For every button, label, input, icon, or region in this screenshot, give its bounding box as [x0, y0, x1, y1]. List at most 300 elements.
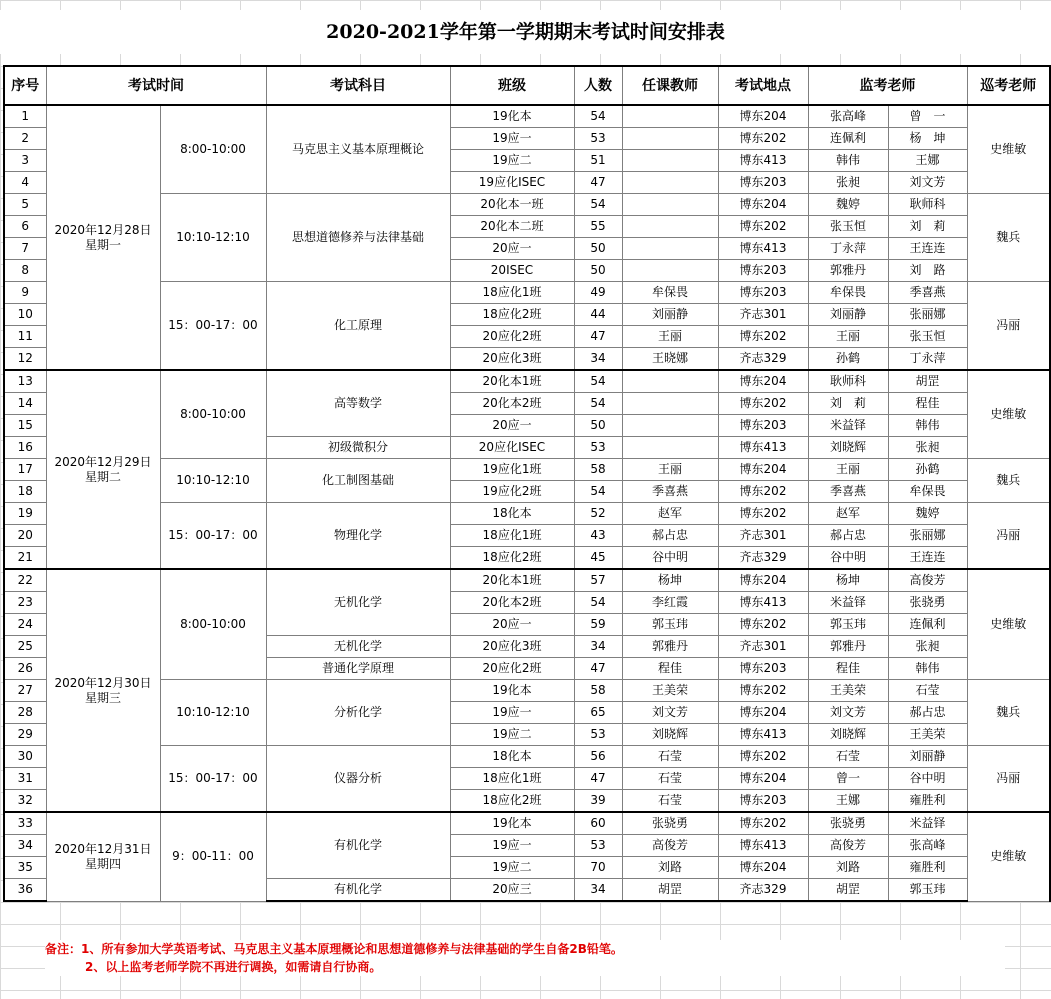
cell-room[interactable]: 博东202: [718, 128, 808, 150]
cell-proctor-2[interactable]: 王娜: [888, 150, 967, 172]
cell-class[interactable]: 19应二: [450, 857, 574, 879]
cell-count[interactable]: 39: [574, 790, 622, 813]
cell-count[interactable]: 47: [574, 172, 622, 194]
cell-seq[interactable]: 33: [4, 812, 46, 835]
cell-count[interactable]: 34: [574, 879, 622, 902]
cell-proctor-2[interactable]: 韩伟: [888, 415, 967, 437]
cell-proctor-1[interactable]: 韩伟: [808, 150, 888, 172]
cell-seq[interactable]: 17: [4, 459, 46, 481]
cell-patrol[interactable]: 史维敏: [967, 812, 1050, 901]
cell-proctor-1[interactable]: 谷中明: [808, 547, 888, 570]
cell-class[interactable]: 19化本: [450, 105, 574, 128]
cell-count[interactable]: 34: [574, 636, 622, 658]
cell-class[interactable]: 20应化ISEC: [450, 437, 574, 459]
cell-teacher[interactable]: 郭玉玮: [622, 614, 718, 636]
cell-exam-time[interactable]: 9：00-11：00: [160, 812, 266, 901]
cell-teacher[interactable]: [622, 260, 718, 282]
cell-teacher[interactable]: 谷中明: [622, 547, 718, 570]
cell-room[interactable]: 齐志329: [718, 879, 808, 902]
cell-subject[interactable]: 思想道德修养与法律基础: [266, 194, 450, 282]
cell-teacher[interactable]: 石莹: [622, 746, 718, 768]
cell-seq[interactable]: 26: [4, 658, 46, 680]
cell-proctor-2[interactable]: 程佳: [888, 393, 967, 415]
cell-proctor-1[interactable]: 王美荣: [808, 680, 888, 702]
cell-teacher[interactable]: 杨坤: [622, 569, 718, 592]
cell-subject[interactable]: 高等数学: [266, 370, 450, 437]
cell-proctor-1[interactable]: 王丽: [808, 326, 888, 348]
cell-seq[interactable]: 28: [4, 702, 46, 724]
cell-seq[interactable]: 10: [4, 304, 46, 326]
cell-proctor-1[interactable]: 程佳: [808, 658, 888, 680]
cell-patrol[interactable]: 史维敏: [967, 105, 1050, 194]
cell-proctor-2[interactable]: 张高峰: [888, 835, 967, 857]
header-subject[interactable]: 考试科目: [266, 66, 450, 105]
cell-count[interactable]: 47: [574, 658, 622, 680]
cell-subject[interactable]: 有机化学: [266, 812, 450, 879]
cell-class[interactable]: 20应一: [450, 415, 574, 437]
cell-patrol[interactable]: 魏兵: [967, 680, 1050, 746]
cell-seq[interactable]: 18: [4, 481, 46, 503]
cell-proctor-1[interactable]: 刘晓辉: [808, 724, 888, 746]
cell-class[interactable]: 19应一: [450, 702, 574, 724]
cell-teacher[interactable]: 石莹: [622, 768, 718, 790]
cell-count[interactable]: 58: [574, 459, 622, 481]
cell-class[interactable]: 19应二: [450, 724, 574, 746]
cell-proctor-2[interactable]: 高俊芳: [888, 569, 967, 592]
cell-patrol[interactable]: 冯丽: [967, 746, 1050, 813]
cell-seq[interactable]: 4: [4, 172, 46, 194]
cell-proctor-1[interactable]: 杨坤: [808, 569, 888, 592]
cell-teacher[interactable]: 胡罡: [622, 879, 718, 902]
cell-class[interactable]: 19应化ISEC: [450, 172, 574, 194]
cell-seq[interactable]: 22: [4, 569, 46, 592]
cell-teacher[interactable]: 张骁勇: [622, 812, 718, 835]
cell-seq[interactable]: 9: [4, 282, 46, 304]
cell-room[interactable]: 博东204: [718, 194, 808, 216]
cell-proctor-2[interactable]: 雍胜利: [888, 790, 967, 813]
cell-subject[interactable]: 无机化学: [266, 636, 450, 658]
cell-count[interactable]: 54: [574, 370, 622, 393]
cell-class[interactable]: 18应化2班: [450, 304, 574, 326]
cell-room[interactable]: 博东202: [718, 481, 808, 503]
cell-class[interactable]: 20应化3班: [450, 348, 574, 371]
cell-class[interactable]: 20应三: [450, 879, 574, 902]
cell-subject[interactable]: 仪器分析: [266, 746, 450, 813]
cell-proctor-1[interactable]: 米益铎: [808, 592, 888, 614]
cell-count[interactable]: 53: [574, 724, 622, 746]
cell-count[interactable]: 49: [574, 282, 622, 304]
cell-seq[interactable]: 8: [4, 260, 46, 282]
cell-exam-date[interactable]: [46, 812, 160, 901]
cell-room[interactable]: 博东413: [718, 724, 808, 746]
cell-proctor-1[interactable]: 张骁勇: [808, 812, 888, 835]
cell-exam-time[interactable]: 8:00-10:00: [160, 569, 266, 680]
header-patrol[interactable]: 巡考老师: [967, 66, 1050, 105]
cell-exam-time[interactable]: 8:00-10:00: [160, 370, 266, 459]
cell-subject[interactable]: 马克思主义基本原理概论: [266, 105, 450, 194]
cell-room[interactable]: 博东413: [718, 238, 808, 260]
cell-teacher[interactable]: 郭雅丹: [622, 636, 718, 658]
cell-seq[interactable]: 5: [4, 194, 46, 216]
cell-room[interactable]: 博东203: [718, 260, 808, 282]
cell-proctor-2[interactable]: 王连连: [888, 238, 967, 260]
cell-seq[interactable]: 35: [4, 857, 46, 879]
cell-exam-time[interactable]: 10:10-12:10: [160, 680, 266, 746]
cell-proctor-2[interactable]: 谷中明: [888, 768, 967, 790]
cell-room[interactable]: 博东203: [718, 658, 808, 680]
cell-count[interactable]: 47: [574, 768, 622, 790]
cell-teacher[interactable]: 程佳: [622, 658, 718, 680]
cell-exam-time[interactable]: 15：00-17：00: [160, 282, 266, 371]
cell-room[interactable]: 博东413: [718, 150, 808, 172]
cell-proctor-1[interactable]: 米益铎: [808, 415, 888, 437]
cell-proctor-2[interactable]: 耿师科: [888, 194, 967, 216]
cell-patrol[interactable]: 魏兵: [967, 459, 1050, 503]
cell-teacher[interactable]: 刘丽静: [622, 304, 718, 326]
cell-count[interactable]: 57: [574, 569, 622, 592]
cell-teacher[interactable]: [622, 437, 718, 459]
cell-teacher[interactable]: [622, 105, 718, 128]
cell-count[interactable]: 53: [574, 835, 622, 857]
cell-proctor-1[interactable]: 王娜: [808, 790, 888, 813]
cell-seq[interactable]: 30: [4, 746, 46, 768]
cell-proctor-2[interactable]: 张丽娜: [888, 525, 967, 547]
cell-class[interactable]: 19应一: [450, 835, 574, 857]
cell-count[interactable]: 55: [574, 216, 622, 238]
cell-room[interactable]: 博东203: [718, 282, 808, 304]
cell-proctor-2[interactable]: 刘丽静: [888, 746, 967, 768]
cell-proctor-2[interactable]: 连佩利: [888, 614, 967, 636]
cell-count[interactable]: 58: [574, 680, 622, 702]
cell-teacher[interactable]: [622, 393, 718, 415]
cell-count[interactable]: 54: [574, 194, 622, 216]
cell-room[interactable]: 齐志301: [718, 304, 808, 326]
cell-proctor-1[interactable]: 郭雅丹: [808, 260, 888, 282]
cell-room[interactable]: 博东203: [718, 415, 808, 437]
cell-count[interactable]: 45: [574, 547, 622, 570]
cell-teacher[interactable]: [622, 150, 718, 172]
cell-teacher[interactable]: 刘文芳: [622, 702, 718, 724]
cell-seq[interactable]: 19: [4, 503, 46, 525]
cell-class[interactable]: 20化本1班: [450, 370, 574, 393]
cell-seq[interactable]: 24: [4, 614, 46, 636]
cell-proctor-2[interactable]: 曾 一: [888, 105, 967, 128]
cell-proctor-1[interactable]: 刘 莉: [808, 393, 888, 415]
cell-room[interactable]: 博东202: [718, 326, 808, 348]
cell-count[interactable]: 54: [574, 393, 622, 415]
cell-count[interactable]: 50: [574, 238, 622, 260]
cell-room[interactable]: 博东203: [718, 172, 808, 194]
cell-proctor-2[interactable]: 张玉恒: [888, 326, 967, 348]
cell-seq[interactable]: 23: [4, 592, 46, 614]
cell-room[interactable]: 博东202: [718, 812, 808, 835]
cell-proctor-1[interactable]: 郝占忠: [808, 525, 888, 547]
header-count[interactable]: 人数: [574, 66, 622, 105]
cell-proctor-1[interactable]: 曾一: [808, 768, 888, 790]
cell-proctor-2[interactable]: 胡罡: [888, 370, 967, 393]
cell-room[interactable]: 齐志301: [718, 636, 808, 658]
cell-room[interactable]: 齐志329: [718, 348, 808, 371]
cell-teacher[interactable]: 王丽: [622, 459, 718, 481]
cell-room[interactable]: 博东413: [718, 437, 808, 459]
cell-proctor-2[interactable]: 季喜燕: [888, 282, 967, 304]
cell-proctor-1[interactable]: 耿师科: [808, 370, 888, 393]
cell-count[interactable]: 53: [574, 128, 622, 150]
cell-class[interactable]: 20应一: [450, 238, 574, 260]
cell-seq[interactable]: 2: [4, 128, 46, 150]
cell-teacher[interactable]: 石莹: [622, 790, 718, 813]
cell-count[interactable]: 43: [574, 525, 622, 547]
cell-proctor-2[interactable]: 刘 莉: [888, 216, 967, 238]
cell-class[interactable]: 20ISEC: [450, 260, 574, 282]
cell-seq[interactable]: 3: [4, 150, 46, 172]
cell-seq[interactable]: 14: [4, 393, 46, 415]
cell-room[interactable]: 博东204: [718, 105, 808, 128]
header-proctors[interactable]: 监考老师: [808, 66, 967, 105]
header-room[interactable]: 考试地点: [718, 66, 808, 105]
cell-seq[interactable]: 34: [4, 835, 46, 857]
cell-proctor-2[interactable]: 张骁勇: [888, 592, 967, 614]
cell-proctor-1[interactable]: 刘路: [808, 857, 888, 879]
cell-room[interactable]: 齐志329: [718, 547, 808, 570]
cell-proctor-1[interactable]: 郭玉玮: [808, 614, 888, 636]
cell-teacher[interactable]: [622, 415, 718, 437]
cell-count[interactable]: 53: [574, 437, 622, 459]
cell-class[interactable]: 20应化3班: [450, 636, 574, 658]
cell-count[interactable]: 50: [574, 260, 622, 282]
cell-count[interactable]: 54: [574, 592, 622, 614]
cell-exam-date[interactable]: [46, 370, 160, 569]
cell-proctor-1[interactable]: 赵军: [808, 503, 888, 525]
cell-proctor-1[interactable]: 王丽: [808, 459, 888, 481]
cell-seq[interactable]: 20: [4, 525, 46, 547]
cell-proctor-1[interactable]: 孙鹤: [808, 348, 888, 371]
cell-teacher[interactable]: [622, 172, 718, 194]
cell-class[interactable]: 19化本: [450, 680, 574, 702]
cell-seq[interactable]: 25: [4, 636, 46, 658]
cell-class[interactable]: 18应化1班: [450, 282, 574, 304]
cell-room[interactable]: 博东204: [718, 569, 808, 592]
cell-proctor-2[interactable]: 郭玉玮: [888, 879, 967, 902]
cell-room[interactable]: 博东202: [718, 216, 808, 238]
cell-class[interactable]: 19化本: [450, 812, 574, 835]
cell-subject[interactable]: 化工制图基础: [266, 459, 450, 503]
cell-teacher[interactable]: 王丽: [622, 326, 718, 348]
cell-class[interactable]: 20应一: [450, 614, 574, 636]
cell-proctor-2[interactable]: 王连连: [888, 547, 967, 570]
cell-exam-time[interactable]: 10:10-12:10: [160, 194, 266, 282]
cell-subject[interactable]: 分析化学: [266, 680, 450, 746]
cell-proctor-1[interactable]: 丁永萍: [808, 238, 888, 260]
cell-room[interactable]: 博东204: [718, 459, 808, 481]
cell-seq[interactable]: 1: [4, 105, 46, 128]
cell-proctor-1[interactable]: 石莹: [808, 746, 888, 768]
cell-teacher[interactable]: [622, 128, 718, 150]
cell-class[interactable]: 20化本二班: [450, 216, 574, 238]
cell-proctor-2[interactable]: 张丽娜: [888, 304, 967, 326]
cell-proctor-1[interactable]: 连佩利: [808, 128, 888, 150]
cell-class[interactable]: 18化本: [450, 503, 574, 525]
cell-class[interactable]: 19应化2班: [450, 481, 574, 503]
cell-room[interactable]: 齐志301: [718, 525, 808, 547]
cell-count[interactable]: 44: [574, 304, 622, 326]
cell-seq[interactable]: 32: [4, 790, 46, 813]
cell-subject[interactable]: 物理化学: [266, 503, 450, 570]
header-teacher[interactable]: 任课教师: [622, 66, 718, 105]
cell-teacher[interactable]: [622, 238, 718, 260]
cell-seq[interactable]: 11: [4, 326, 46, 348]
cell-subject[interactable]: 有机化学: [266, 879, 450, 902]
cell-proctor-1[interactable]: 高俊芳: [808, 835, 888, 857]
cell-seq[interactable]: 27: [4, 680, 46, 702]
cell-proctor-2[interactable]: 张昶: [888, 437, 967, 459]
cell-count[interactable]: 54: [574, 481, 622, 503]
cell-proctor-1[interactable]: 刘晓辉: [808, 437, 888, 459]
cell-teacher[interactable]: [622, 194, 718, 216]
cell-proctor-1[interactable]: 刘文芳: [808, 702, 888, 724]
cell-count[interactable]: 47: [574, 326, 622, 348]
cell-proctor-2[interactable]: 魏婷: [888, 503, 967, 525]
cell-count[interactable]: 65: [574, 702, 622, 724]
cell-room[interactable]: 博东202: [718, 680, 808, 702]
cell-seq[interactable]: 16: [4, 437, 46, 459]
cell-class[interactable]: 19应二: [450, 150, 574, 172]
cell-exam-time[interactable]: 15：00-17：00: [160, 503, 266, 570]
cell-seq[interactable]: 29: [4, 724, 46, 746]
cell-proctor-2[interactable]: 杨 坤: [888, 128, 967, 150]
cell-proctor-1[interactable]: 郭雅丹: [808, 636, 888, 658]
cell-count[interactable]: 56: [574, 746, 622, 768]
cell-teacher[interactable]: 高俊芳: [622, 835, 718, 857]
cell-patrol[interactable]: 冯丽: [967, 282, 1050, 371]
cell-class[interactable]: 19应一: [450, 128, 574, 150]
cell-exam-date[interactable]: [46, 105, 160, 370]
cell-teacher[interactable]: 刘路: [622, 857, 718, 879]
cell-proctor-2[interactable]: 王美荣: [888, 724, 967, 746]
cell-proctor-2[interactable]: 孙鹤: [888, 459, 967, 481]
cell-proctor-1[interactable]: 牟保畏: [808, 282, 888, 304]
cell-seq[interactable]: 15: [4, 415, 46, 437]
cell-teacher[interactable]: 季喜燕: [622, 481, 718, 503]
cell-room[interactable]: 博东204: [718, 768, 808, 790]
cell-room[interactable]: 博东202: [718, 503, 808, 525]
cell-teacher[interactable]: [622, 216, 718, 238]
cell-room[interactable]: 博东204: [718, 370, 808, 393]
cell-seq[interactable]: 13: [4, 370, 46, 393]
cell-seq[interactable]: 21: [4, 547, 46, 570]
cell-room[interactable]: 博东202: [718, 614, 808, 636]
header-seq[interactable]: 序号: [4, 66, 46, 105]
cell-proctor-1[interactable]: 张玉恒: [808, 216, 888, 238]
cell-count[interactable]: 51: [574, 150, 622, 172]
cell-class[interactable]: 19应化1班: [450, 459, 574, 481]
cell-room[interactable]: 博东413: [718, 835, 808, 857]
cell-proctor-2[interactable]: 郝占忠: [888, 702, 967, 724]
cell-proctor-2[interactable]: 刘文芳: [888, 172, 967, 194]
cell-patrol[interactable]: 史维敏: [967, 569, 1050, 680]
cell-teacher[interactable]: 刘晓辉: [622, 724, 718, 746]
cell-class[interactable]: 18应化2班: [450, 547, 574, 570]
cell-patrol[interactable]: 史维敏: [967, 370, 1050, 459]
cell-class[interactable]: 20化本1班: [450, 569, 574, 592]
cell-exam-date[interactable]: [46, 569, 160, 812]
cell-class[interactable]: 20化本2班: [450, 592, 574, 614]
cell-room[interactable]: 博东203: [718, 790, 808, 813]
cell-seq[interactable]: 6: [4, 216, 46, 238]
cell-proctor-2[interactable]: 米益铎: [888, 812, 967, 835]
cell-proctor-2[interactable]: 牟保畏: [888, 481, 967, 503]
cell-class[interactable]: 18化本: [450, 746, 574, 768]
cell-subject[interactable]: 无机化学: [266, 569, 450, 636]
cell-seq[interactable]: 7: [4, 238, 46, 260]
cell-class[interactable]: 20化本2班: [450, 393, 574, 415]
cell-teacher[interactable]: 王美荣: [622, 680, 718, 702]
cell-teacher[interactable]: 赵军: [622, 503, 718, 525]
table-body: [4, 105, 1050, 901]
cell-room[interactable]: 博东202: [718, 393, 808, 415]
cell-proctor-2[interactable]: 张昶: [888, 636, 967, 658]
cell-subject[interactable]: 普通化学原理: [266, 658, 450, 680]
cell-exam-time[interactable]: 10:10-12:10: [160, 459, 266, 503]
cell-class[interactable]: 20应化2班: [450, 658, 574, 680]
cell-teacher[interactable]: 牟保畏: [622, 282, 718, 304]
cell-teacher[interactable]: 李红霞: [622, 592, 718, 614]
cell-room[interactable]: 博东204: [718, 857, 808, 879]
cell-seq[interactable]: 12: [4, 348, 46, 371]
cell-room[interactable]: 博东413: [718, 592, 808, 614]
cell-seq[interactable]: 31: [4, 768, 46, 790]
cell-class[interactable]: 20应化2班: [450, 326, 574, 348]
cell-proctor-1[interactable]: 魏婷: [808, 194, 888, 216]
cell-count[interactable]: 59: [574, 614, 622, 636]
cell-exam-time[interactable]: 15：00-17：00: [160, 746, 266, 813]
cell-class[interactable]: 18应化1班: [450, 525, 574, 547]
cell-proctor-1[interactable]: 张高峰: [808, 105, 888, 128]
cell-proctor-2[interactable]: 韩伟: [888, 658, 967, 680]
cell-proctor-1[interactable]: 刘丽静: [808, 304, 888, 326]
cell-count[interactable]: 54: [574, 105, 622, 128]
cell-count[interactable]: 60: [574, 812, 622, 835]
cell-class[interactable]: 18应化2班: [450, 790, 574, 813]
cell-teacher[interactable]: [622, 370, 718, 393]
cell-count[interactable]: 52: [574, 503, 622, 525]
cell-class[interactable]: 20化本一班: [450, 194, 574, 216]
cell-proctor-2[interactable]: 丁永萍: [888, 348, 967, 371]
cell-count[interactable]: 50: [574, 415, 622, 437]
cell-patrol[interactable]: 冯丽: [967, 503, 1050, 570]
cell-count[interactable]: 34: [574, 348, 622, 371]
cell-seq[interactable]: 36: [4, 879, 46, 902]
cell-proctor-1[interactable]: 张昶: [808, 172, 888, 194]
header-exam-time[interactable]: 考试时间: [46, 66, 266, 105]
cell-proctor-1[interactable]: 季喜燕: [808, 481, 888, 503]
cell-patrol[interactable]: 魏兵: [967, 194, 1050, 282]
cell-subject[interactable]: 化工原理: [266, 282, 450, 371]
cell-proctor-1[interactable]: 胡罡: [808, 879, 888, 902]
cell-count[interactable]: 70: [574, 857, 622, 879]
cell-teacher[interactable]: 王晓娜: [622, 348, 718, 371]
cell-room[interactable]: 博东204: [718, 702, 808, 724]
header-class[interactable]: 班级: [450, 66, 574, 105]
cell-teacher[interactable]: 郝占忠: [622, 525, 718, 547]
cell-proctor-2[interactable]: 石莹: [888, 680, 967, 702]
cell-room[interactable]: 博东202: [718, 746, 808, 768]
cell-proctor-2[interactable]: 刘 路: [888, 260, 967, 282]
cell-proctor-2[interactable]: 雍胜利: [888, 857, 967, 879]
cell-class[interactable]: 18应化1班: [450, 768, 574, 790]
cell-subject[interactable]: 初级微积分: [266, 437, 450, 459]
cell-exam-time[interactable]: 8:00-10:00: [160, 105, 266, 194]
